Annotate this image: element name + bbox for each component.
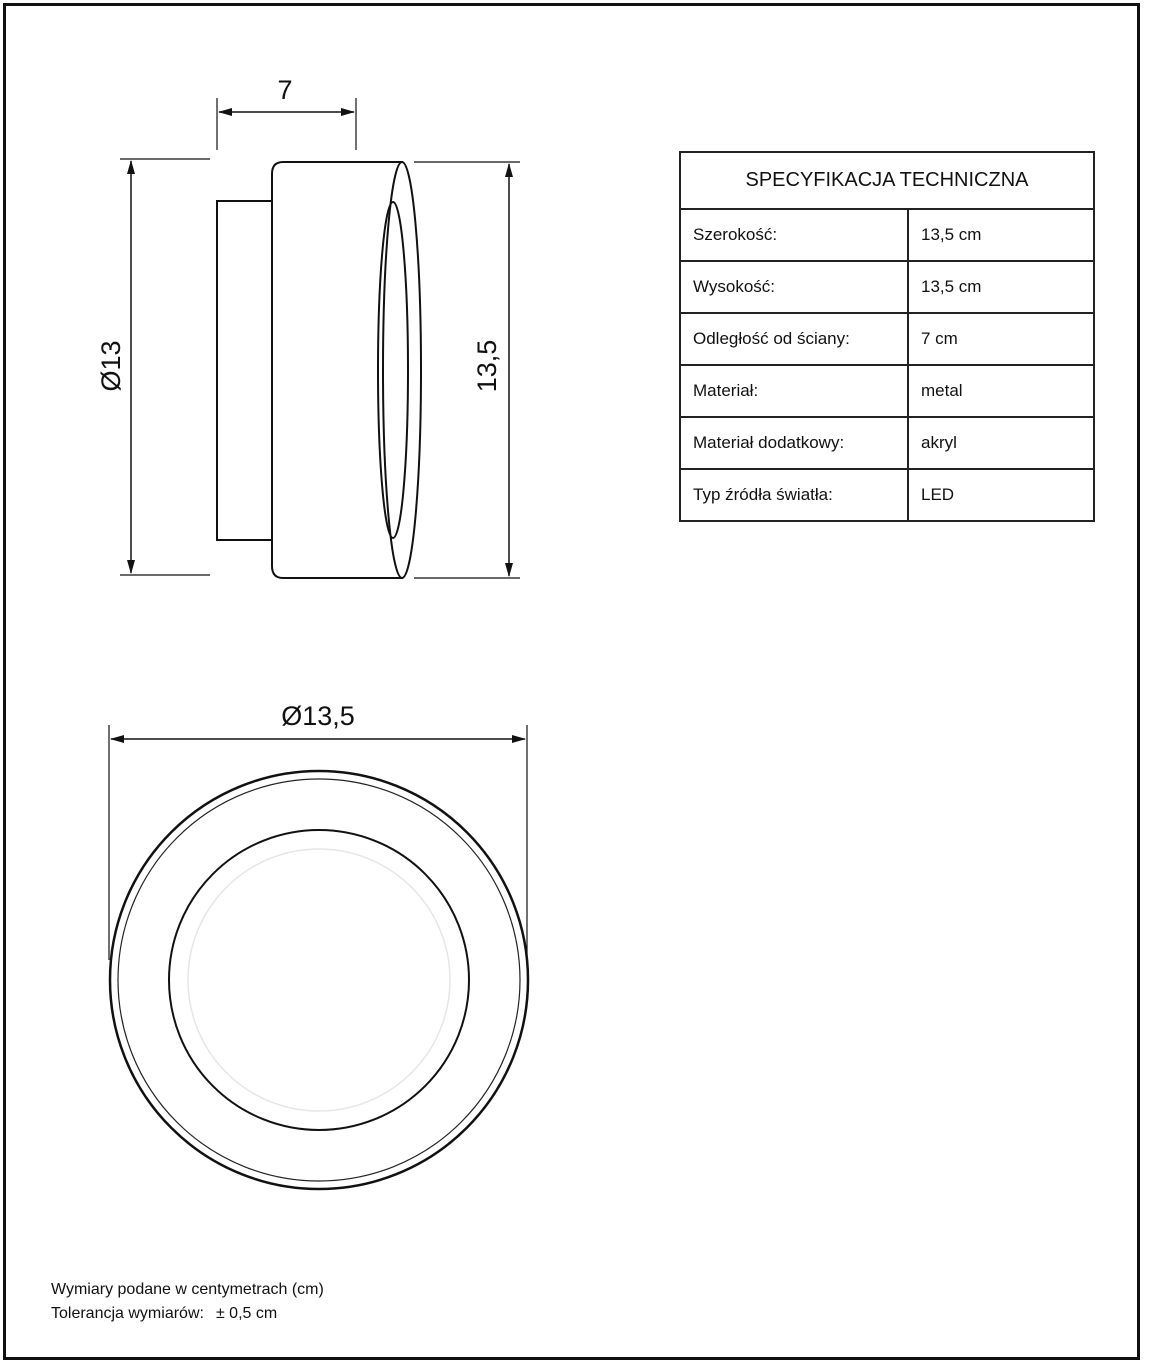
table-row <box>680 417 1094 469</box>
spec-label: Odległość od ściany: <box>680 313 908 365</box>
spec-label: Materiał dodatkowy: <box>680 417 908 469</box>
spec-value: 13,5 cm <box>908 261 1094 313</box>
tolerance-label: Tolerancja wymiarów: <box>51 1305 204 1322</box>
spec-label: Typ źródła światła: <box>680 469 908 521</box>
depth-dimension-label: 7 <box>277 75 293 105</box>
tolerance-value: ± 0,5 cm <box>215 1305 278 1322</box>
height-dimension-label: 13,5 <box>472 339 502 393</box>
table-row <box>680 313 1094 365</box>
front-face-outer <box>383 162 421 578</box>
front-diffuser-inner-edge <box>188 849 450 1111</box>
spec-label: Szerokość: <box>680 209 908 261</box>
front-diameter-dimension-label: Ø13,5 <box>281 701 355 731</box>
spec-value: 7 cm <box>908 313 1094 365</box>
spec-label: Wysokość: <box>680 261 908 313</box>
spec-value: metal <box>908 365 1094 417</box>
side-view <box>217 162 421 578</box>
tolerance-note <box>51 1302 324 1326</box>
table-row <box>680 469 1094 521</box>
base-diameter-dimension-label: Ø13 <box>96 340 126 392</box>
spec-table-title: SPECYFIKACJA TECHNICZNA <box>680 152 1094 209</box>
front-view <box>110 771 528 1189</box>
spec-value: 13,5 cm <box>908 209 1094 261</box>
front-diffuser-ring <box>169 830 469 1130</box>
mount-base-outline <box>217 201 273 540</box>
front-outer-ring-inner-edge <box>118 779 520 1181</box>
drawing-notes <box>51 1278 324 1326</box>
spec-value: akryl <box>908 417 1094 469</box>
table-row <box>680 209 1094 261</box>
table-row <box>680 261 1094 313</box>
front-outer-ring <box>110 771 528 1189</box>
spec-label: Materiał: <box>680 365 908 417</box>
table-row <box>680 365 1094 417</box>
spec-table <box>679 151 1095 522</box>
units-note: Wymiary podane w centymetrach (cm) <box>51 1281 324 1298</box>
spec-value: LED <box>908 469 1094 521</box>
